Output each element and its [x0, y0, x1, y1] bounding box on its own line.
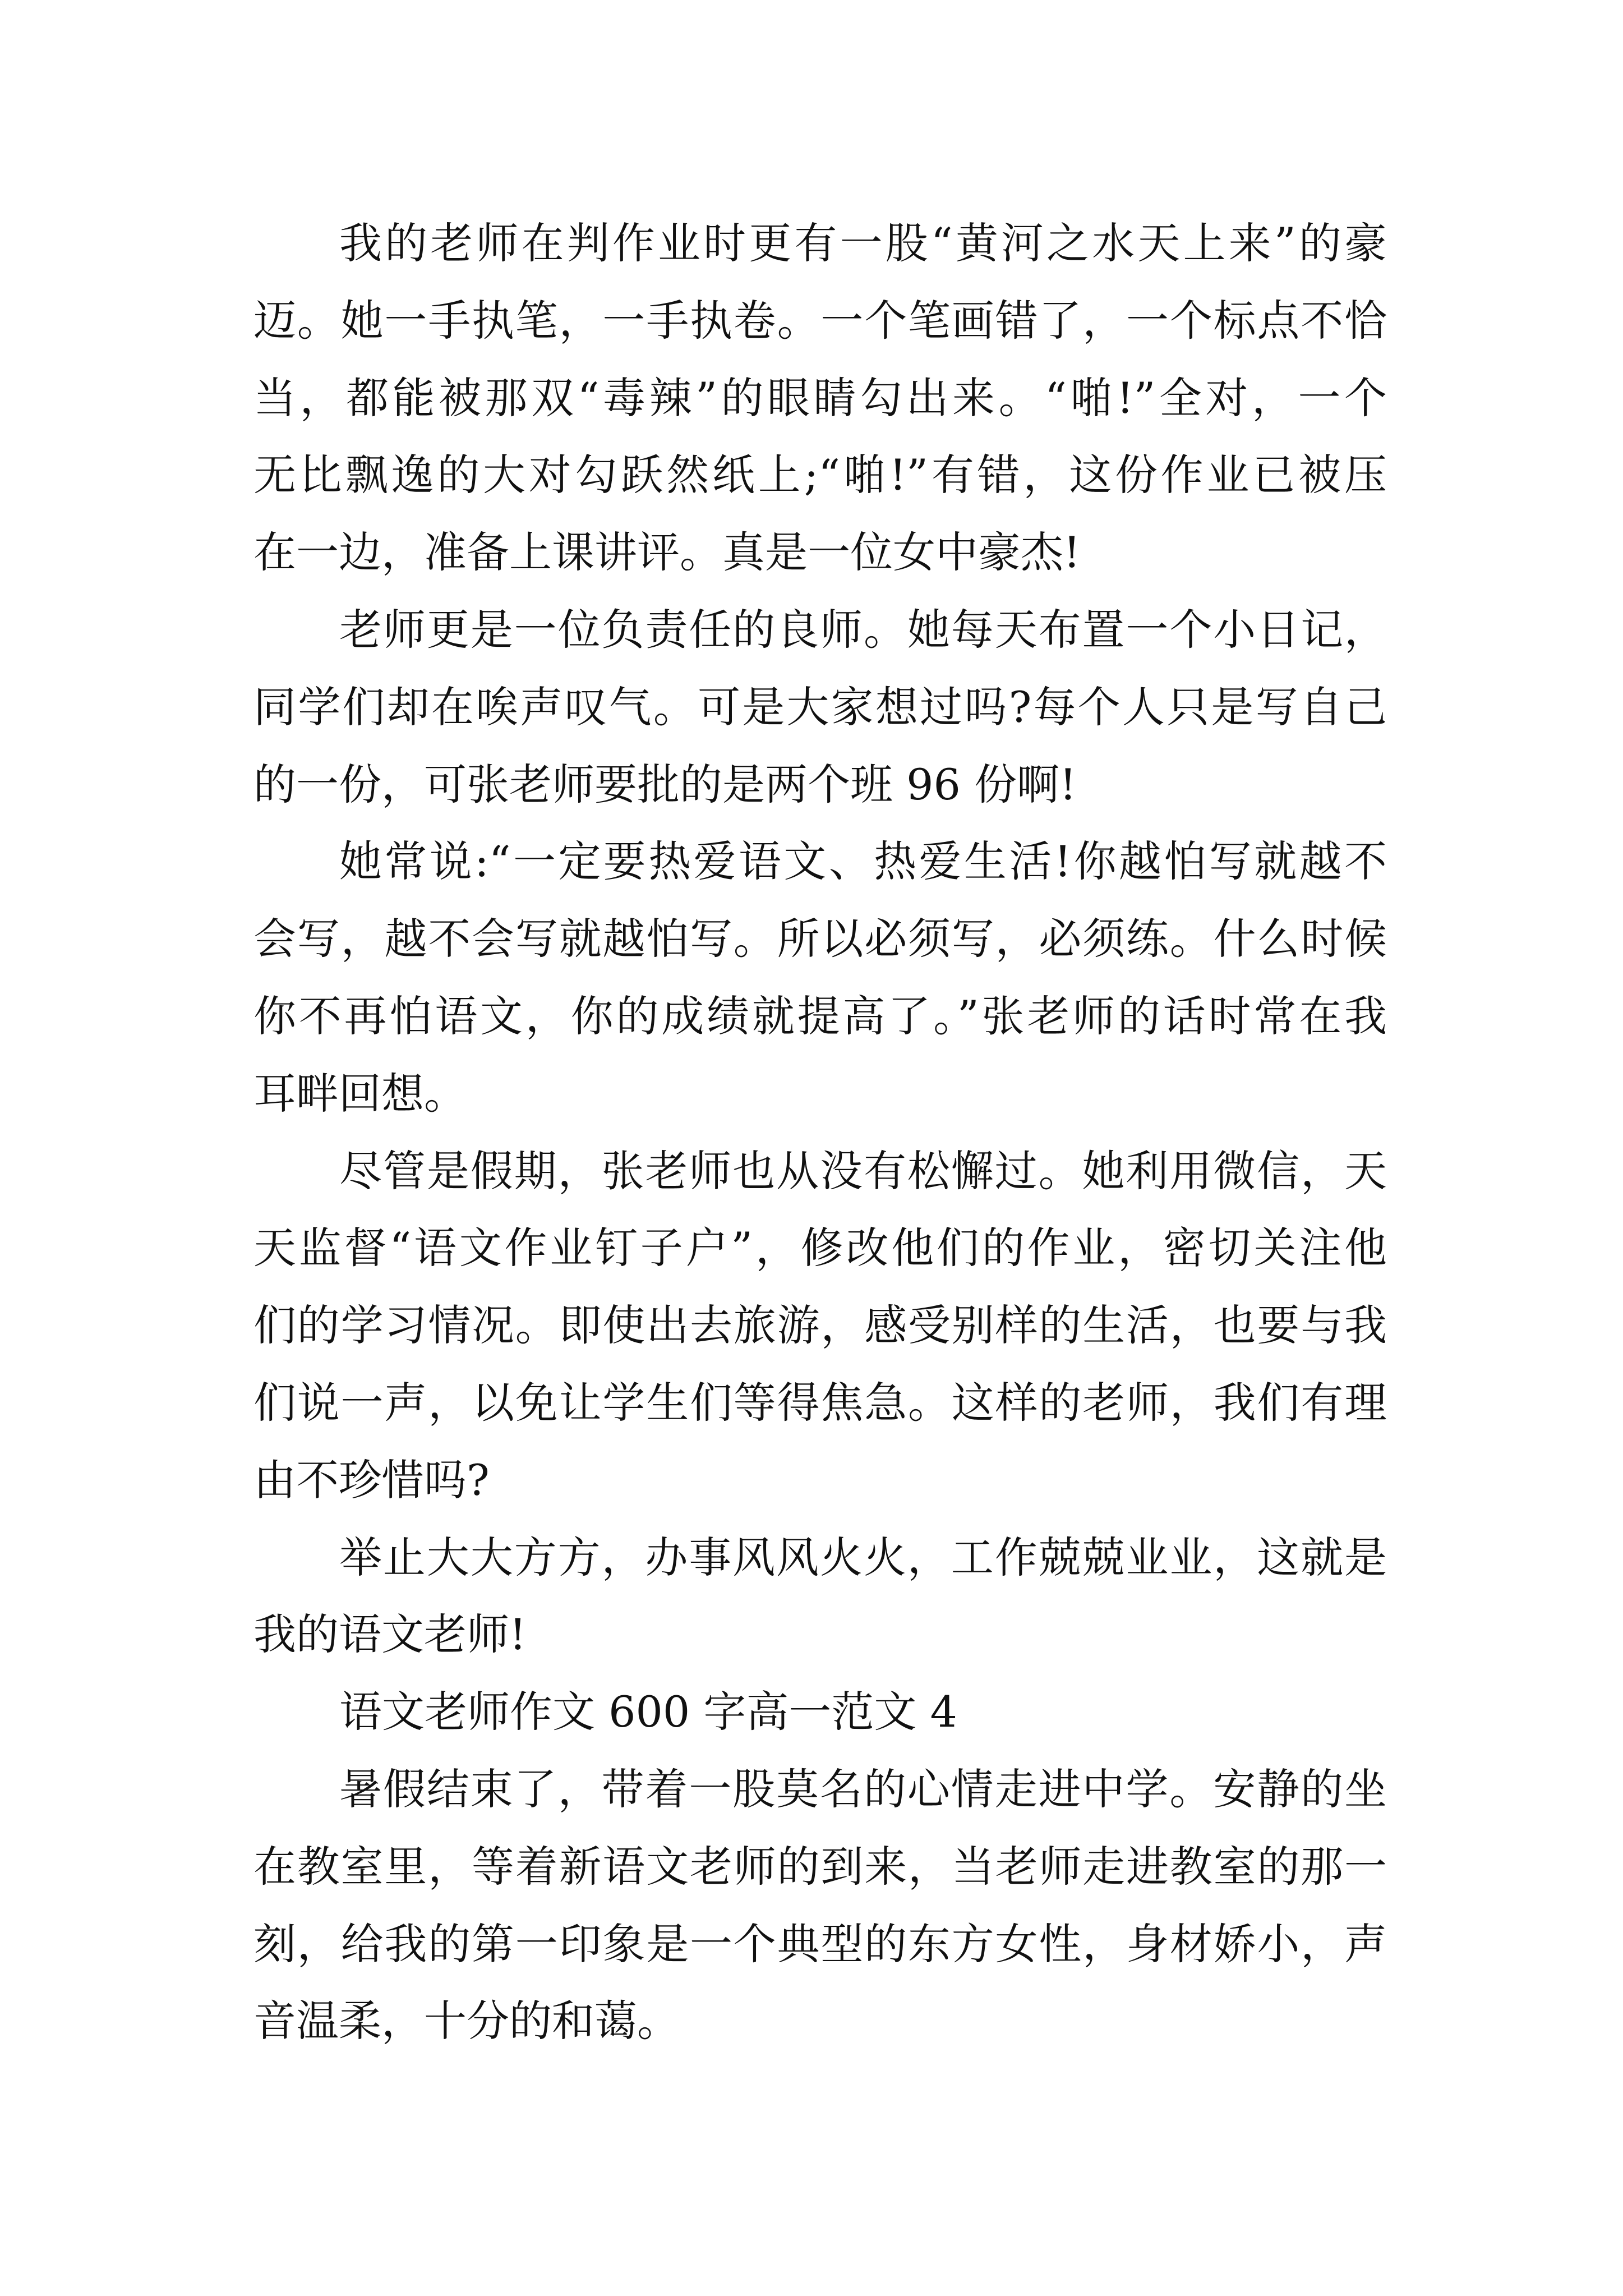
text-line: 她常说:“一定要热爱语文、热爱生活!你越怕写就越不	[339, 836, 1387, 887]
paragraph	[253, 205, 1387, 591]
text-line: 尽管是假期，张老师也从没有松懈过。她利用微信，天	[339, 1145, 1387, 1196]
document-body	[253, 205, 1387, 2060]
text-line: 举止大大方方，办事风风火火，工作兢兢业业，这就是	[339, 1532, 1387, 1582]
text-line: 在一边，准备上课讲评。真是一位女中豪杰!	[253, 527, 1081, 578]
text-line: 音温柔，十分的和蔼。	[253, 1996, 680, 2046]
paragraph	[253, 1751, 1387, 2060]
text-line: 我的老师在判作业时更有一股“黄河之水天上来”的豪	[339, 218, 1387, 268]
text-line: 无比飘逸的大对勾跃然纸上;“啪!”有错，这份作业已被压	[253, 450, 1387, 500]
text-line: 天监督“语文作业钉子户”，修改他们的作业，密切关注他	[253, 1223, 1387, 1273]
text-line: 老师更是一位负责任的良师。她每天布置一个小日记，	[339, 604, 1387, 655]
paragraph	[253, 1133, 1387, 1519]
text-line: 你不再怕语文，你的成绩就提高了。”张老师的话时常在我	[253, 991, 1387, 1041]
section-heading: 语文老师作文 600 字高一范文 4	[339, 1687, 957, 1737]
text-line: 在教室里，等着新语文老师的到来，当老师走进教室的那一	[253, 1841, 1387, 1892]
text-line: 暑假结束了，带着一股莫名的心情走进中学。安静的坐	[339, 1764, 1387, 1814]
paragraph	[253, 591, 1387, 823]
text-line: 同学们却在唉声叹气。可是大家想过吗?每个人只是写自己	[253, 682, 1387, 732]
text-line: 们说一声，以免让学生们等得焦急。这样的老师，我们有理	[253, 1377, 1387, 1428]
text-line: 会写，越不会写就越怕写。所以必须写，必须练。什么时候	[253, 914, 1387, 964]
text-line: 当，都能被那双“毒辣”的眼睛勾出来。“啪!”全对，一个	[253, 372, 1387, 423]
text-line: 刻，给我的第一印象是一个典型的东方女性，身材娇小，声	[253, 1918, 1387, 1969]
paragraph	[253, 1519, 1387, 1674]
text-line: 们的学习情况。即使出去旅游，感受别样的生活，也要与我	[253, 1300, 1387, 1351]
paragraph	[253, 823, 1387, 1132]
text-line: 我的语文老师!	[253, 1609, 527, 1660]
text-line: 耳畔回想。	[253, 1068, 467, 1119]
text-line: 的一份，可张老师要批的是两个班 96 份啊!	[253, 759, 1077, 809]
text-line: 迈。她一手执笔，一手执卷。一个笔画错了，一个标点不恰	[253, 295, 1387, 346]
text-line: 由不珍惜吗?	[253, 1455, 490, 1505]
